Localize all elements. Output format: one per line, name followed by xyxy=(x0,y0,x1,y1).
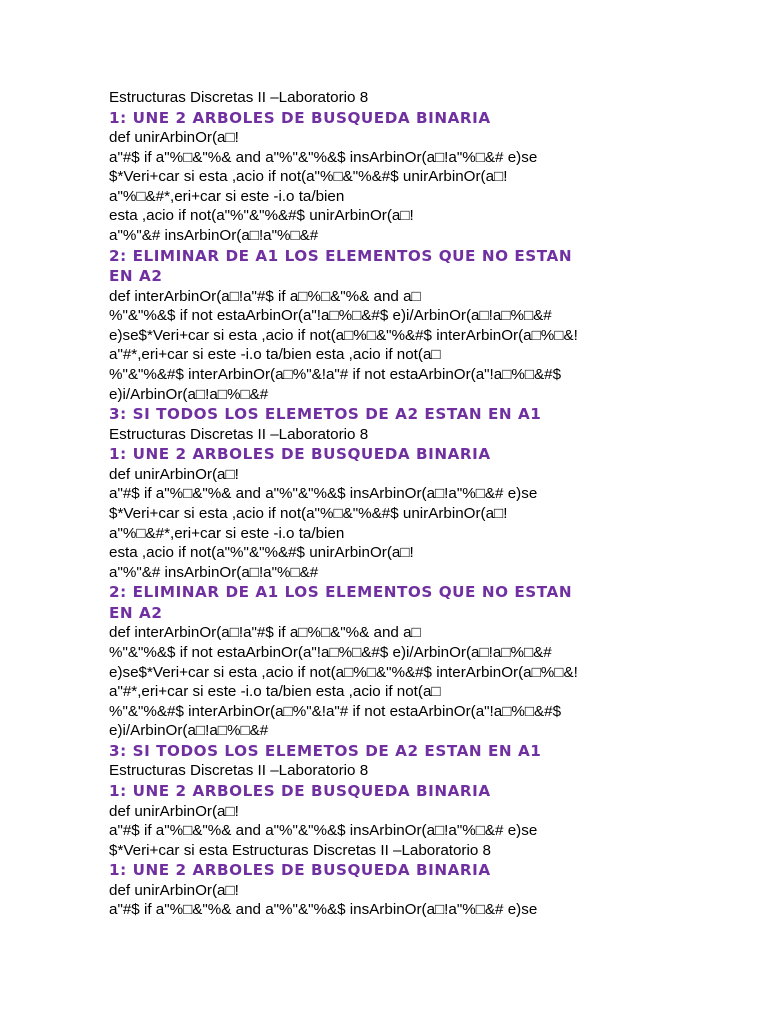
document-title: Estructuras Discretas II –Laboratorio 8 xyxy=(109,425,369,443)
section-heading: EN A2 xyxy=(109,267,163,286)
section-heading: 1: UNE 2 ARBOLES DE BUSQUEDA BINARIA xyxy=(109,445,491,464)
code-line: def unirArbinOr(a□! xyxy=(109,129,239,147)
code-line: a"#$ if a"%□&"%& and a"%"&"%&$ insArbinOr(a□!a"%□&# e)se xyxy=(109,822,538,840)
code-line: def interArbinOr(a□!a"#$ if a□%□&"%& and a□ xyxy=(109,287,421,305)
code-line: a"#$ if a"%□&"%& and a"%"&"%&$ insArbinOr(a□!a"%□&# e)se xyxy=(109,485,538,503)
code-line: a"%□&#*,eri+car si este -i.o ta/bien xyxy=(109,187,345,205)
code-line: e)se$*Veri+car si esta ,acio if not(a□%□&"%&#$ interArbinOr(a□%□&! xyxy=(109,663,578,681)
code-line: def unirArbinOr(a□! xyxy=(109,802,239,820)
code-line: $*Veri+car si esta ,acio if not(a"%□&"%&#$ unirArbinOr(a□! xyxy=(109,168,508,186)
code-line: a"#$ if a"%□&"%& and a"%"&"%&$ insArbinOr(a□!a"%□&# e)se xyxy=(109,148,538,166)
code-line: esta ,acio if not(a"%"&"%&#$ unirArbinOr(a□! xyxy=(109,544,414,562)
code-line: $*Veri+car si esta Estructuras Discretas II –Laboratorio 8 xyxy=(109,841,491,859)
section-heading: 3: SI TODOS LOS ELEMETOS DE A2 ESTAN EN A1 xyxy=(109,741,542,760)
code-line: def unirArbinOr(a□! xyxy=(109,881,239,899)
code-line: e)i/ArbinOr(a□!a□%□&# xyxy=(109,722,269,740)
document-page xyxy=(109,88,669,920)
section-heading: 1: UNE 2 ARBOLES DE BUSQUEDA BINARIA xyxy=(109,108,491,127)
code-line: %"&"%&#$ interArbinOr(a□%"&!a"# if not estaArbinOr(a"!a□%□&#$ xyxy=(109,366,562,384)
code-line: %"&"%&$ if not estaArbinOr(a"!a□%□&#$ e)i/ArbinOr(a□!a□%□&# xyxy=(109,643,552,661)
code-line: def unirArbinOr(a□! xyxy=(109,465,239,483)
code-line: e)i/ArbinOr(a□!a□%□&# xyxy=(109,385,269,403)
code-line: a"%"&# insArbinOr(a□!a"%□&# xyxy=(109,563,319,581)
code-line: %"&"%&$ if not estaArbinOr(a"!a□%□&#$ e)i/ArbinOr(a□!a□%□&# xyxy=(109,307,552,325)
document-title: Estructuras Discretas II –Laboratorio 8 xyxy=(109,89,369,106)
section-heading: 2: ELIMINAR DE A1 LOS ELEMENTOS QUE NO ESTAN xyxy=(109,583,573,602)
code-line: a"#$ if a"%□&"%& and a"%"&"%&$ insArbinOr(a□!a"%□&# e)se xyxy=(109,901,538,919)
code-line: %"&"%&#$ interArbinOr(a□%"&!a"# if not estaArbinOr(a"!a□%□&#$ xyxy=(109,702,562,720)
code-line: a"#*,eri+car si este -i.o ta/bien esta ,acio if not(a□ xyxy=(109,346,441,364)
code-line: def interArbinOr(a□!a"#$ if a□%□&"%& and a□ xyxy=(109,624,421,642)
code-line: a"%"&# insArbinOr(a□!a"%□&# xyxy=(109,227,319,245)
section-heading: 1: UNE 2 ARBOLES DE BUSQUEDA BINARIA xyxy=(109,861,491,880)
section-heading: 3: SI TODOS LOS ELEMETOS DE A2 ESTAN EN A1 xyxy=(109,405,542,424)
code-line: a"#*,eri+car si este -i.o ta/bien esta ,acio if not(a□ xyxy=(109,683,441,701)
section-heading: 2: ELIMINAR DE A1 LOS ELEMENTOS QUE NO ESTAN xyxy=(109,246,573,265)
code-line: a"%□&#*,eri+car si este -i.o ta/bien xyxy=(109,524,345,542)
section-heading: 1: UNE 2 ARBOLES DE BUSQUEDA BINARIA xyxy=(109,782,491,801)
section-heading: EN A2 xyxy=(109,603,163,622)
code-line: $*Veri+car si esta ,acio if not(a"%□&"%&#$ unirArbinOr(a□! xyxy=(109,505,508,522)
code-line: esta ,acio if not(a"%"&"%&#$ unirArbinOr(a□! xyxy=(109,207,414,225)
code-line: e)se$*Veri+car si esta ,acio if not(a□%□&"%&#$ interArbinOr(a□%□&! xyxy=(109,326,578,344)
document-title: Estructuras Discretas II –Laboratorio 8 xyxy=(109,762,369,780)
